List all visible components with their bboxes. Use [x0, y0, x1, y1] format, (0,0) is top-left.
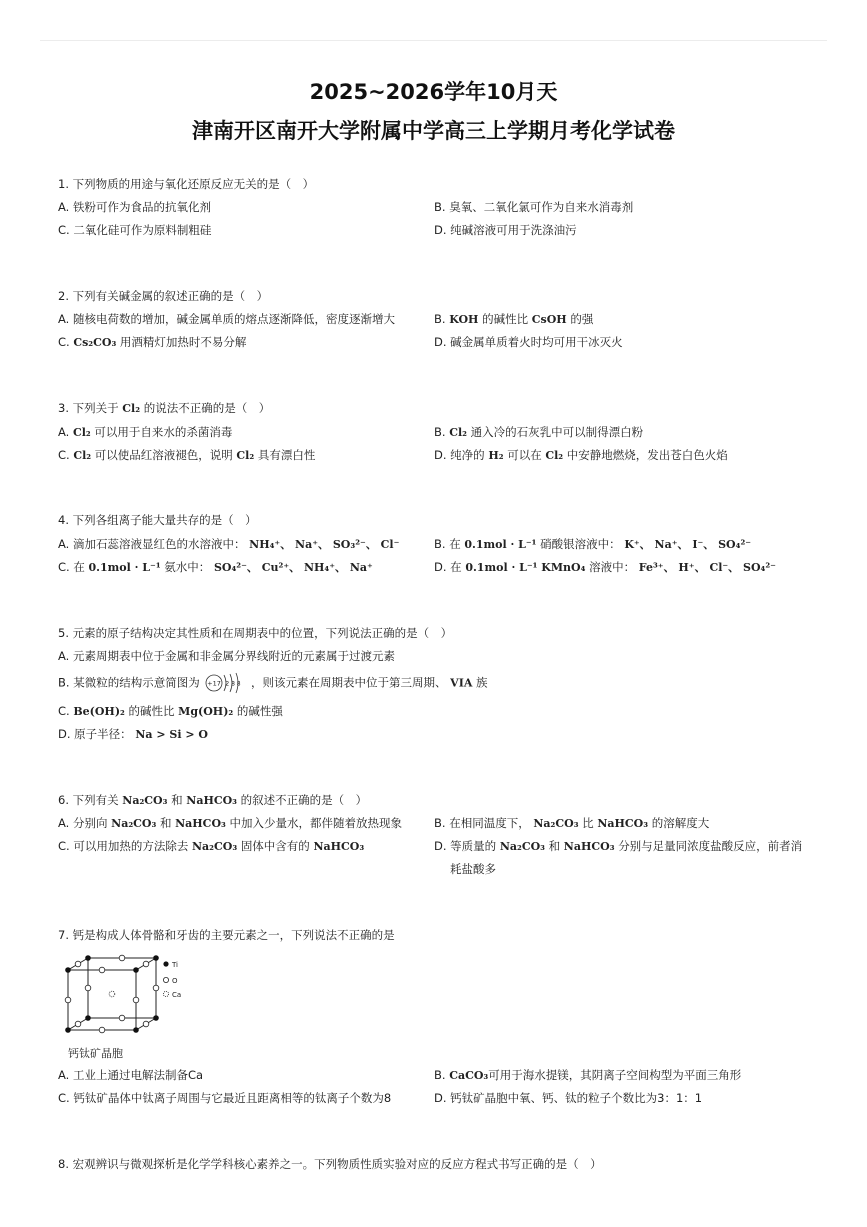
question-6-option-d-continued: 耗盐酸多 — [450, 862, 496, 876]
question-5 — [58, 625, 818, 641]
ion-list: K⁺、 Na⁺、 I⁻、 SO₄²⁻ — [624, 538, 752, 551]
ion-list: SO₄²⁻、 Cu²⁺、 NH₄⁺、 Na⁺ — [213, 561, 373, 574]
question-6-option-a[interactable] — [58, 815, 402, 831]
question-5-option-b[interactable] — [58, 670, 488, 696]
option-text: D. 在 — [434, 560, 462, 574]
question-7 — [58, 927, 818, 943]
formula: CsOH — [531, 313, 567, 326]
o-atom — [75, 961, 81, 967]
option-text: 固体中含有的 — [240, 839, 310, 853]
o-atom — [133, 997, 139, 1003]
formula: Be(OH)₂ — [73, 705, 125, 718]
concentration: 0.1mol · L⁻¹ KMnO₄ — [465, 561, 586, 574]
question-7-option-d[interactable]: D. 钙钛矿晶胞中氧、钙、钛的粒子个数比为3：1：1 — [434, 1091, 703, 1105]
option-letter: B. — [434, 312, 446, 326]
ca-atom — [109, 991, 115, 997]
question-6-option-c[interactable] — [58, 838, 364, 854]
question-4-option-b[interactable] — [434, 536, 751, 552]
question-1-stem: 1. 下列物质的用途与氧化还原反应无关的是（ ） — [58, 177, 315, 191]
option-letter: A. — [58, 425, 70, 439]
question-3-stem — [58, 400, 818, 417]
question-7-option-a[interactable]: A. 工业上通过电解法制备Ca — [58, 1068, 204, 1082]
shell-electrons: 2 8 8 — [225, 680, 241, 688]
stem-text: 的说法不正确的是（ ） — [143, 401, 271, 415]
o-atom — [99, 1027, 105, 1033]
question-4-option-a[interactable] — [58, 536, 399, 552]
question-6-stem — [58, 792, 818, 809]
perovskite-unit-cell-diagram — [58, 950, 198, 1060]
formula: Cl₂ — [72, 426, 91, 439]
option-text: 溶液中： — [589, 560, 636, 574]
o-atom — [119, 1015, 125, 1021]
option-text: 可以用于自来水的杀菌消毒 — [94, 425, 233, 439]
option-text: C. 可以用加热的方法除去 — [58, 839, 189, 853]
stem-text: 和 — [171, 793, 183, 807]
ti-atom — [133, 967, 139, 973]
option-text: 通入冷的石灰乳中可以制得漂白粉 — [470, 425, 644, 439]
question-1-option-d[interactable]: D. 纯碱溶液可用于洗涤油污 — [434, 223, 577, 237]
option-text: 比 — [582, 816, 594, 830]
option-text: 可用于海水提镁，其阴离子空间构型为平面三角形 — [488, 1068, 742, 1082]
formula: Cs₂CO₃ — [73, 336, 117, 349]
option-text: 用酒精灯加热时不易分解 — [119, 335, 247, 349]
question-4 — [58, 512, 818, 528]
concentration: 0.1mol · L⁻¹ — [88, 561, 161, 574]
formula: NaHCO₃ — [313, 840, 365, 853]
option-letter: D. 纯净的 — [434, 448, 485, 462]
question-6 — [58, 792, 818, 809]
option-text: ，则该元素在周期表中位于第三周期、 — [251, 675, 447, 690]
question-6-option-b[interactable] — [434, 815, 709, 831]
formula: Na₂CO₃ — [111, 817, 157, 830]
question-2-stem: 2. 下列有关碱金属的叙述正确的是（ ） — [58, 289, 269, 303]
question-1 — [58, 176, 818, 192]
option-text: 中加入少量水，都伴随着放热现象 — [229, 816, 402, 830]
ti-atom — [85, 955, 91, 961]
ti-atom — [65, 1027, 71, 1033]
o-atom — [65, 997, 71, 1003]
ti-atom — [133, 1027, 139, 1033]
ti-atom — [153, 1015, 159, 1021]
formula: VIA — [450, 676, 473, 690]
option-text: 分别与足量同浓度盐酸反应，前者消 — [618, 839, 803, 853]
question-2-option-b[interactable] — [434, 311, 593, 327]
formula: Na₂CO₃ — [533, 817, 579, 830]
option-text: 硝酸银溶液中： — [540, 537, 621, 551]
legend-ti-symbol — [163, 961, 168, 966]
question-6-option-d[interactable] — [434, 838, 802, 854]
option-text: B. 在相同温度下， — [434, 816, 530, 830]
question-7-stem: 7. 钙是构成人体骨骼和牙齿的主要元素之一，下列说法不正确的是 — [58, 928, 395, 942]
option-letter: B. — [434, 425, 446, 439]
question-3 — [58, 400, 818, 417]
ti-atom — [153, 955, 159, 961]
option-text: 可以在 — [507, 448, 542, 462]
stem-text: 6. 下列有关 — [58, 793, 119, 807]
question-5-option-a[interactable]: A. 元素周期表中位于金属和非金属分界线附近的元素属于过渡元素 — [58, 649, 395, 663]
formula: Na₂CO₃ — [122, 794, 168, 807]
question-5-stem: 5. 元素的原子结构决定其性质和在周期表中的位置，下列说法正确的是（ ） — [58, 626, 453, 640]
legend-ti-label: Ti — [172, 961, 179, 969]
stem-text: 3. 下列关于 — [58, 401, 119, 415]
o-atom — [143, 961, 149, 967]
question-3-option-d[interactable] — [434, 447, 728, 463]
question-1-option-c[interactable]: C. 二氧化硅可作为原料制粗硅 — [58, 223, 212, 237]
formula: H₂ — [488, 449, 504, 462]
option-text: 某微粒的结构示意简图为 — [73, 675, 200, 690]
option-letter: C. — [58, 704, 70, 718]
nucleus-charge: +17 — [207, 679, 222, 688]
legend-ca-label: Ca — [172, 991, 182, 999]
legend-o-symbol — [163, 977, 168, 982]
o-atom — [85, 985, 91, 991]
option-text: D. 等质量的 — [434, 839, 497, 853]
option-text: B. 在 — [434, 537, 461, 551]
option-text: 的碱性比 — [482, 312, 529, 326]
formula: Cl₂ — [73, 449, 92, 462]
option-text: A. 分别向 — [58, 816, 108, 830]
question-4-option-d[interactable] — [434, 559, 776, 575]
concentration: 0.1mol · L⁻¹ — [464, 538, 537, 551]
formula: Cl₂ — [545, 449, 564, 462]
question-1-option-a[interactable]: A. 铁粉可作为食品的抗氧化剂 — [58, 200, 211, 214]
option-text: C. 在 — [58, 560, 85, 574]
question-7-option-c[interactable]: C. 钙钛矿晶体中钛离子周围与它最近且距离相等的钛离子个数为8 — [58, 1091, 392, 1105]
legend-ca-symbol — [163, 991, 168, 996]
option-text: 氨水中： — [164, 560, 211, 574]
question-2-option-a[interactable]: A. 随核电荷数的增加，碱金属单质的熔点逐渐降低，密度逐渐增大 — [58, 312, 395, 326]
question-2-option-c[interactable] — [58, 334, 246, 350]
top-divider — [40, 40, 827, 41]
option-text: 的强 — [570, 312, 594, 326]
question-5-option-d[interactable] — [58, 726, 208, 742]
formula: Cl₂ — [122, 402, 141, 415]
atomic-structure-diagram — [203, 670, 247, 696]
o-atom — [119, 955, 125, 961]
ti-atom — [85, 1015, 91, 1021]
question-4-option-c[interactable] — [58, 559, 373, 575]
ion-list: NH₄⁺、 Na⁺、 SO₃²⁻、 Cl⁻ — [249, 538, 400, 551]
o-atom — [99, 967, 105, 973]
o-atom — [153, 985, 159, 991]
formula: KOH — [449, 313, 479, 326]
question-8-stem: 8. 宏观辨识与微观探析是化学学科核心素养之一。下列物质性质实验对应的反应方程式书写正确的是（ ） — [58, 1157, 602, 1171]
option-text: 族 — [476, 675, 488, 690]
option-letter: B. — [58, 675, 70, 690]
option-text: 具有漂白性 — [257, 448, 316, 462]
formula: NaHCO₃ — [175, 817, 226, 830]
question-7-option-b[interactable] — [434, 1067, 741, 1083]
formula: Na₂CO₃ — [192, 840, 238, 853]
option-letter: C. — [58, 448, 70, 462]
diagram-caption: 钙钛矿晶胞 — [68, 1047, 123, 1060]
option-text: 和 — [159, 816, 172, 830]
option-letter: B. — [434, 1068, 446, 1082]
question-5-option-c[interactable] — [58, 703, 283, 719]
question-4-stem: 4. 下列各组离子能大量共存的是（ ） — [58, 513, 257, 527]
o-atom — [143, 1021, 149, 1027]
question-2-option-d[interactable]: D. 碱金属单质着火时均可用干冰灭火 — [434, 335, 623, 349]
formula: NaHCO₃ — [563, 840, 615, 853]
option-text: 和 — [548, 839, 561, 853]
option-letter: C. — [58, 335, 70, 349]
option-text: 的溶解度大 — [651, 816, 710, 830]
ti-atom — [65, 967, 71, 973]
ion-list: Fe³⁺、 H⁺、 Cl⁻、 SO₄²⁻ — [638, 561, 776, 574]
o-atom — [75, 1021, 81, 1027]
formula: Cl₂ — [236, 449, 255, 462]
formula: NaHCO₃ — [186, 794, 237, 807]
question-3-option-c[interactable] — [58, 447, 315, 463]
option-text: 中安静地燃烧，发出苍白色火焰 — [566, 448, 728, 462]
option-text: D. 原子半径： — [58, 727, 132, 741]
question-3-option-a[interactable] — [58, 424, 232, 440]
exam-title-line2: 津南开区南开大学附属中学高三上学期月考化学试卷 — [192, 119, 675, 143]
formula: Cl₂ — [449, 426, 467, 439]
question-8 — [58, 1156, 818, 1172]
stem-text: 的叙述不正确的是（ ） — [240, 793, 368, 807]
formula: Na₂CO₃ — [499, 840, 545, 853]
option-text: 可以使品红溶液褪色，说明 — [94, 448, 233, 462]
option-text: 的碱性强 — [236, 704, 283, 718]
question-1-option-b[interactable]: B. 臭氧、二氧化氯可作为自来水消毒剂 — [434, 200, 634, 214]
legend-o-label: O — [172, 977, 178, 985]
question-2 — [58, 288, 818, 304]
formula: CaCO₃ — [449, 1069, 489, 1082]
formula: Na > Si > O — [135, 728, 208, 741]
option-text: 的碱性比 — [128, 704, 175, 718]
formula: NaHCO₃ — [597, 817, 649, 830]
question-3-option-b[interactable] — [434, 424, 643, 440]
formula: Mg(OH)₂ — [178, 705, 234, 718]
exam-title-line1: 2025~2026学年10月天 — [309, 80, 558, 104]
option-text: A. 滴加石蕊溶液显红色的水溶液中： — [58, 537, 246, 551]
